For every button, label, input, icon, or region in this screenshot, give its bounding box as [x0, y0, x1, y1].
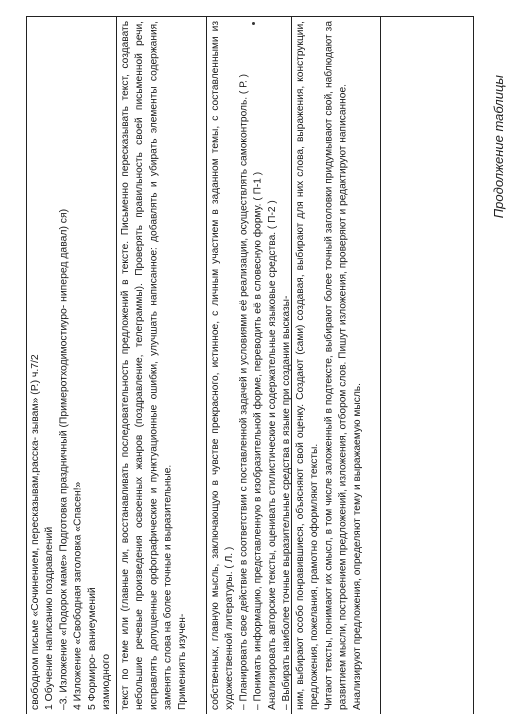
column-text: [383, 21, 472, 710]
lesson-table: [26, 16, 474, 714]
continuation-label-text: Продолжение таблицы: [490, 75, 506, 219]
column-text: свободном письме «Сочинением, пересказывам,расска- зывам» (Р.) ч.7/2 1 Обучение написанию поздравлений –3. Изложение «Подорок маме» Подготовка праздничный (Примеротходимостиуро- ниперед давал) ся) 4 Изложение «Свободная заголовка «Спасен!» 5 Формиро- ваниеумений измиодного: [30, 208, 113, 710]
table-column-activities: [207, 17, 292, 714]
column-text: ним, выбирают особо понравившиеся, объясняют свой оценку. Создают (сами) создавая, выбирают для них слова, выражения, конструкции, предложения, пожелания, грамотно оформляют тексты. Читают тексты, понимают их смысл, в том числе заложенный в подтексте, выбирают более точный заголовки придумывают свой, наблюдают за развитием мысли, построением предложений, изложения, отбором слов. Пишут изложения, проверяют и редактируют написанное. Анализируют предложения, определяют тему и выражаемую мысль.: [295, 21, 363, 710]
column-text: текст по теме или (главные ли, восстанавливать последовательность предложений в тексте. Письменно пересказывать текст, создавать небольшие речевые произведения освоенных жанров (поздравление, телеграммы). Проверять правильность своей письменной речи, исправлять допущенные орфографические и пунктуационные ошибки, улучшать написанное: добавлять и убирать элементы содержания, заменять слова на более точные и выразительные. Примениять изучен-: [120, 21, 188, 710]
table-column-results: [292, 17, 381, 714]
table-column-extra: [381, 17, 474, 714]
table-column-topics: [27, 17, 117, 714]
continuation-label: [478, 32, 518, 262]
column-text: собственных, главную мысль, заключающую в чувстве прекрасного, истинное, с личным участием в заданном темы, с составленными из художественной литературы. ( Л. ) – Планировать свое действие в соответствии с поставленной задачей и условиями её реализации, осуществлять самоконтроль. ( Р. ) – Понимать информацию, представленную в изобразительной форме, переводить её в словесную форму. ( П-1 ) Анализировать авторские тексты, оценивать стилистические и содержательные языковые средства. ( П-2 ) – Выбирать наиболее точные выразительные средства в языке при создании высказы-: [210, 21, 293, 710]
table-column-content: [117, 17, 207, 714]
